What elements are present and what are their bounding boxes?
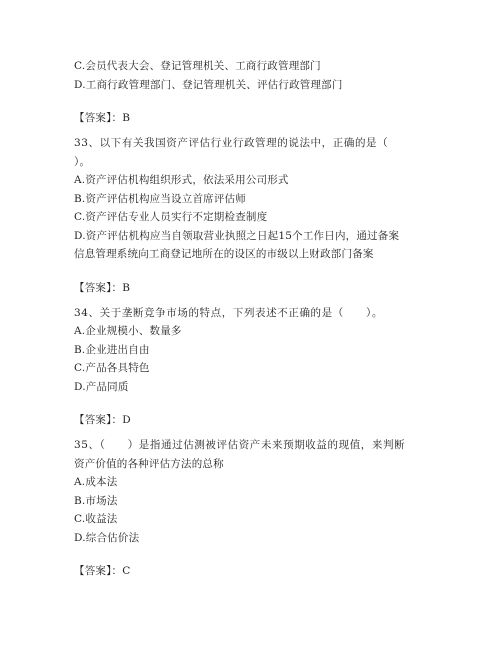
prev-option-d: D.工商行政管理部门、登记管理机关、评估行政管理部门 — [74, 79, 343, 91]
q34-option-b: B.企业进出自由 — [74, 344, 150, 356]
q33-option-d-line2: 信息管理系统向工商登记地所在的设区的市级以上财政部门备案 — [74, 248, 374, 260]
prev-option-c: C.会员代表大会、登记管理机关、工商行政管理部门 — [74, 60, 321, 72]
q35-option-a: A.成本法 — [74, 476, 118, 488]
q33-stem-line2: ）。 — [74, 156, 91, 168]
q35-stem-line1: 35、（ ）是指通过估测被评估资产未来预期收益的现值，来判断 — [74, 439, 406, 451]
prev-answer: 【答案】：B — [74, 112, 131, 124]
q34-answer: 【答案】：D — [74, 414, 131, 426]
q34-option-c: C.产品各具特色 — [74, 362, 150, 374]
q33-stem-line1: 33、以下有关我国资产评估行业行政管理的说法中，正确的是（ — [74, 137, 389, 149]
q34-option-a: A.企业规模小、数量多 — [74, 325, 182, 337]
q33-option-d-line1: D.资产评估机构应当自领取营业执照之日起15个工作日内，通过备案 — [74, 230, 400, 242]
q34-option-d: D.产品同质 — [74, 381, 129, 393]
q35-answer: 【答案】：C — [74, 565, 131, 577]
q35-option-c: C.收益法 — [74, 513, 118, 525]
q33-answer: 【答案】：B — [74, 282, 131, 294]
q33-option-b: B.资产评估机构应当设立首席评估师 — [74, 193, 246, 205]
q35-option-b: B.市场法 — [74, 495, 118, 507]
q33-option-a: A.资产评估机构组织形式，依法采用公司形式 — [74, 174, 289, 186]
q35-option-d: D.综合估价法 — [74, 532, 140, 544]
q34-stem: 34、关于垄断竞争市场的特点，下列表述不正确的是（ ）。 — [74, 307, 384, 319]
q35-stem-line2: 资产价值的各种评估方法的总称 — [74, 458, 224, 470]
q33-option-c: C.资产评估专业人员实行不定期检查制度 — [74, 211, 268, 223]
